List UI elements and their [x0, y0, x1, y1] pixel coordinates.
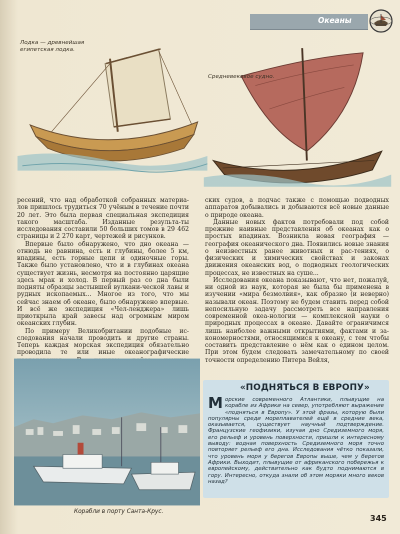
- dropcap-letter: М: [208, 394, 223, 412]
- medieval-ship-illustration: [200, 20, 395, 198]
- paragraph: Впервые было обнаружено, что дно океана — отнюдь не равнина, есть и глубины, более 5 км, впадины, есть горные цепи и одиночные горы. Также было установлено, что и в глубинах океана существует жизнь, несмотря на постоянно царящие здесь мрак и холод. В первый раз со дна были подняты образцы застывшей вулкани-ческой лавы и рудных ископаемых... Многое из того, что мы сейчас знаем об океане, было обнаружено впервые. И всё же экспедиция «Чел-ленджера» лишь приоткрыла край завесы над огромным миром океанских глубин.: [17, 240, 189, 328]
- left-illustration-caption: Лодка — древнейшая египетская лодка.: [20, 40, 85, 53]
- paragraph: Данные новых фактов потребовали под собой прежние наивные представления об океанах как о простых впадинах. Возникла новая география — география океанического дна. Появились новые знания о неизвестных ранее животных и рас-тениях, о физических и химических свойствах и законах движения океанских вод, о подводных геологических процессах, не известных на суше...: [205, 218, 389, 277]
- harbor-photo: [14, 357, 200, 507]
- paragraph: Исследования океана показывают, что нет, пожалуй, ни одной из наук, которая не была бы применена в изучении «мира безмолвия», как образно (и неверно) называли океан. Поэтому не будем ставить перед собой непосильную задачу рассмотреть все направления современной океа-нологии — комплексной науки о природных процессах в океане. Давайте ограничимся лишь наиболее важными открытиями, фактами и за-кономерностями, относящимися к океану, с тем чтобы составить представление о нём как о едином целом. При этом будем следовать замечательному по своей точности определению Питера Вейля,: [205, 276, 389, 364]
- right-illustration-caption: Средневековое судно.: [208, 74, 275, 80]
- sidebar-box-title: «ПОДНЯТЬСЯ В ЕВРОПУ»: [240, 383, 370, 393]
- photo-caption: Корабли в порту Санта-Крус.: [74, 509, 164, 515]
- paragraph: ресений, что над обработкой собранных материа-лов пришлось трудиться 70 учёным в течение почти 20 лет. Это была первая специальная экспедиция такого масштаба. Изданные результа-ты исследования составили 50 больших томов в 29 462 страницы и 2 270 карт, чертежей и рисунков.: [17, 197, 189, 241]
- paragraph: ских судов, а подчас также с помощью подводных аппаратов добывались и добываются всё новые данные о природе океана.: [205, 197, 389, 219]
- paragraph: По примеру Великобритании подобные ис-следования начали проводить и другие страны. Теперь каждая морская экспедиция обязательно проводила те или иные океанографические: [17, 327, 189, 357]
- sidebar-box-body: орские современного Атлантики, плывущие на корабле из Африки на север, употребляют выражение «подняться в Европу». У этой фразы, которую были популярны среди мореплавателей ещё в средние века, оказывается, существует научный подтверждение. Французские геофизики, изучая дно Средиземного моря, его рельеф и уровень поверхности, пришли к интересному выводу: водная поверхность Средиземного моря точно повторяет рельеф его дна. Исследования чётко показали, что уровень моря у берегов Европы выше, чем у берегов Африки. Выходит, плывущие от африканского побережья к европейскому, действительно как будто поднимаются в гору. Интересно, откуда знали об этом моряки много веков назад?: [208, 397, 384, 485]
- body-text-column-1: [17, 197, 189, 371]
- section-title: Океаны: [318, 16, 352, 25]
- egyptian-boat-illustration: [10, 10, 210, 195]
- sidebar-box-text: [208, 394, 384, 485]
- page-number: 345: [370, 514, 387, 523]
- body-text-column-2: [205, 197, 389, 364]
